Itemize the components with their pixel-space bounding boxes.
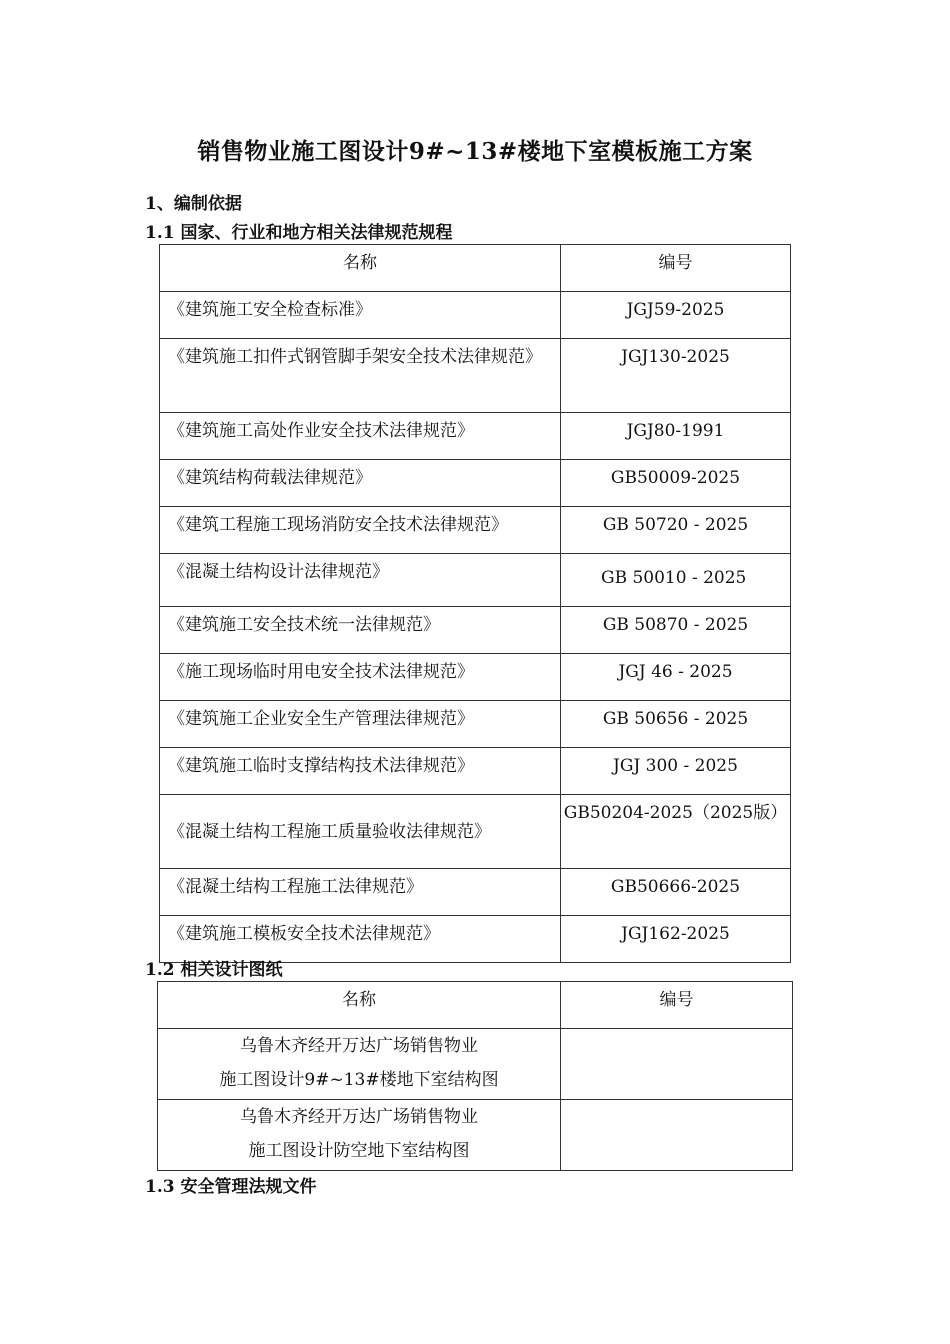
column-header-name: 名称 [158,982,561,1029]
table-header-row [158,982,793,1029]
table-row [160,869,791,916]
regulation-code: JGJ59-2025 [561,292,791,339]
column-header-name: 名称 [160,245,561,292]
regulation-name: 《建筑施工安全检查标准》 [160,292,561,339]
table-row [160,339,791,413]
table-row [160,507,791,554]
drawing-name [158,1100,561,1171]
regulation-code: JGJ 300 - 2025 [561,748,791,795]
table-row [160,292,791,339]
regulation-name: 《混凝土结构工程施工质量验收法律规范》 [160,795,561,869]
regulation-name: 《混凝土结构设计法律规范》 [160,554,561,607]
regulation-code: GB50204-2025（2025版） [561,795,791,869]
regulation-name: 《建筑施工安全技术统一法律规范》 [160,607,561,654]
section-heading-1: 1、编制依据 [145,194,242,214]
table-header-row [160,245,791,292]
table-row [160,460,791,507]
drawing-name-line2: 施工图设计防空地下室结构图 [248,1141,470,1161]
regulation-name: 《建筑工程施工现场消防安全技术法律规范》 [160,507,561,554]
table-row [160,748,791,795]
regulation-code: GB 50720 - 2025 [561,507,791,554]
regulation-name: 《建筑施工企业安全生产管理法律规范》 [160,701,561,748]
regulation-name: 《建筑施工临时支撑结构技术法律规范》 [160,748,561,795]
table-row [160,554,791,607]
regulation-name: 《施工现场临时用电安全技术法律规范》 [160,654,561,701]
regulations-table [159,244,791,963]
section-heading-1-3: 1.3 安全管理法规文件 [145,1177,317,1197]
regulation-name: 《混凝土结构工程施工法律规范》 [160,869,561,916]
regulation-code: JGJ130-2025 [561,339,791,413]
section-heading-1-2: 1.2 相关设计图纸 [145,960,283,980]
drawing-code [561,1100,793,1171]
drawing-name [158,1029,561,1100]
column-header-code: 编号 [561,982,793,1029]
regulation-code: GB50666-2025 [561,869,791,916]
table-row [160,795,791,869]
regulation-name: 《建筑施工扣件式钢管脚手架安全技术法律规范》 [160,339,561,413]
drawing-name-line1: 乌鲁木齐经开万达广场销售物业 [240,1107,478,1127]
regulation-code: JGJ 46 - 2025 [561,654,791,701]
table-row [158,1029,793,1100]
regulation-code: GB 50656 - 2025 [561,701,791,748]
regulation-code: JGJ80-1991 [561,413,791,460]
regulation-code: GB 50870 - 2025 [561,607,791,654]
drawing-name-line1: 乌鲁木齐经开万达广场销售物业 [240,1036,478,1056]
regulation-name: 《建筑结构荷载法律规范》 [160,460,561,507]
drawing-name-line2: 施工图设计9#~13#楼地下室结构图 [219,1070,499,1090]
table-row [160,607,791,654]
regulation-code: GB 50010 - 2025 [561,554,791,607]
table-row [158,1100,793,1171]
drawing-code [561,1029,793,1100]
column-header-code: 编号 [561,245,791,292]
table-row [160,701,791,748]
regulation-code: JGJ162-2025 [561,916,791,963]
section-heading-1-1: 1.1 国家、行业和地方相关法律规范规程 [145,223,453,243]
drawings-table [157,981,793,1171]
regulation-name: 《建筑施工模板安全技术法律规范》 [160,916,561,963]
table-row [160,413,791,460]
regulation-code: GB50009-2025 [561,460,791,507]
document-title: 销售物业施工图设计9#~13#楼地下室模板施工方案 [197,138,753,165]
table-row [160,654,791,701]
regulation-name: 《建筑施工高处作业安全技术法律规范》 [160,413,561,460]
